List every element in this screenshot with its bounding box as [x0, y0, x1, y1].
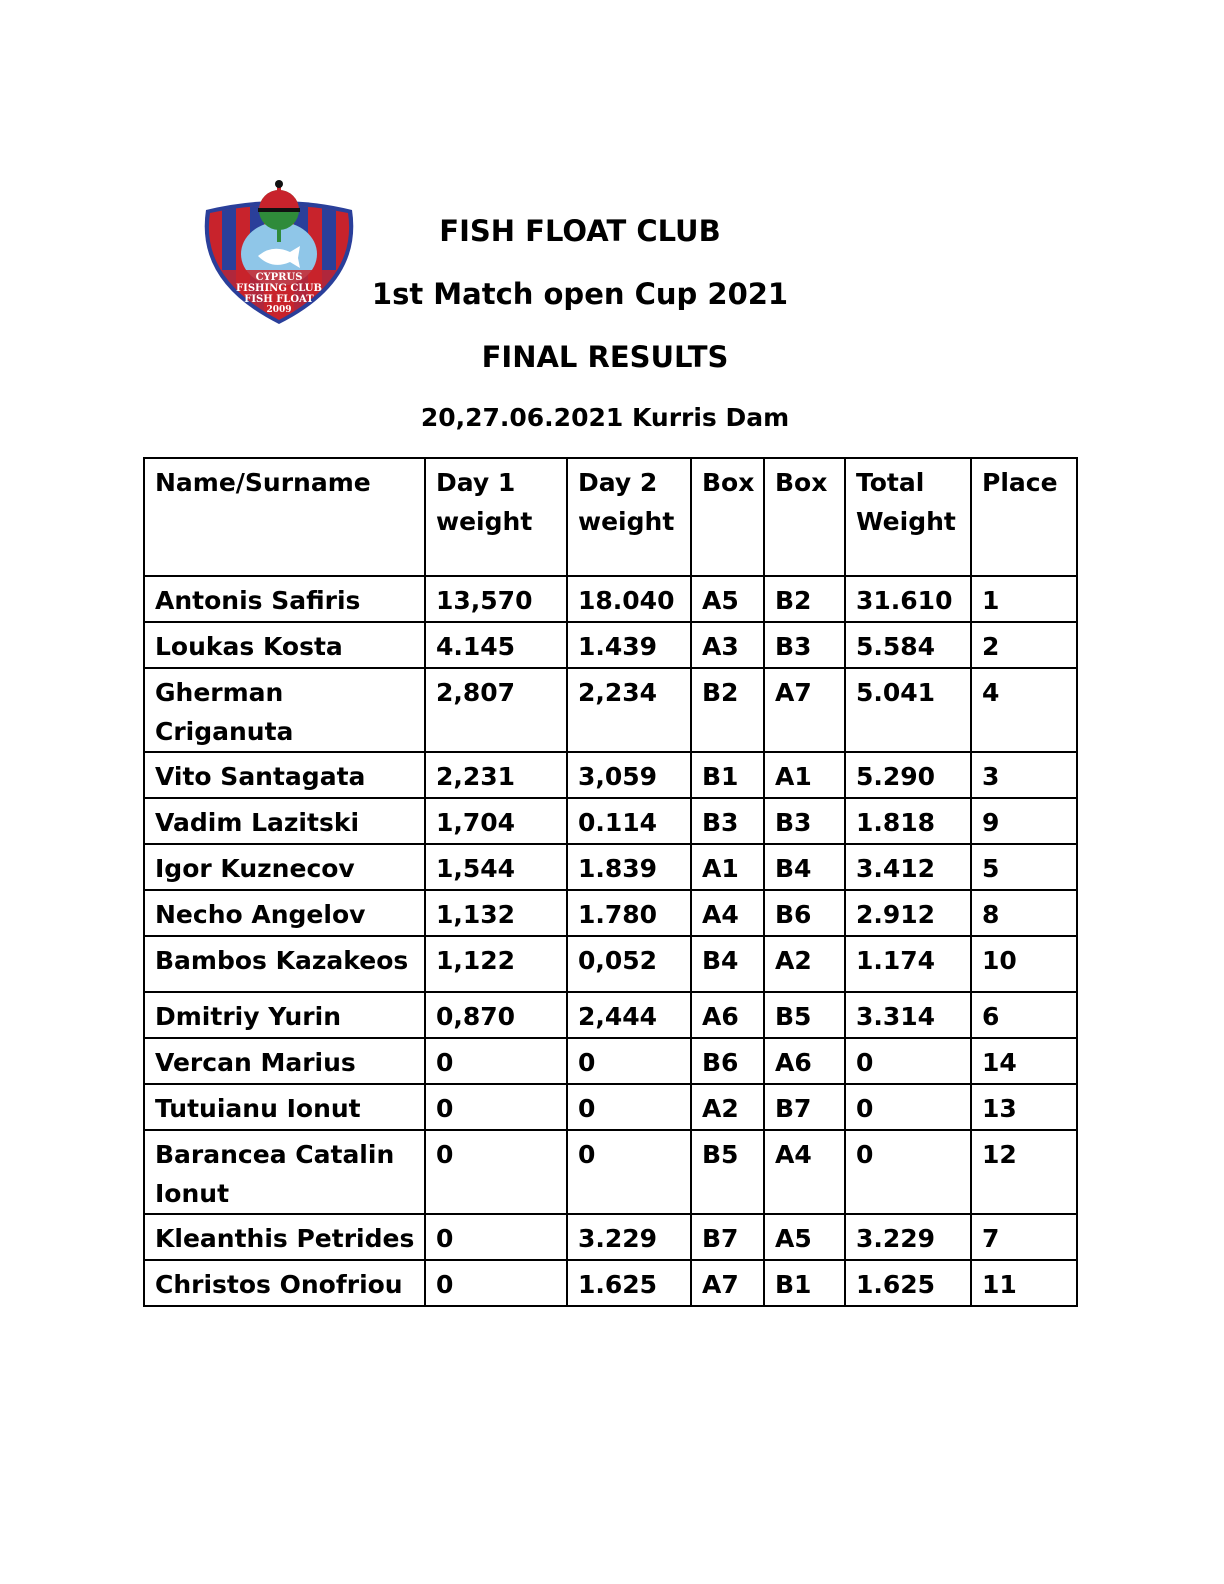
- cell-place: 9: [971, 798, 1077, 844]
- cell-total: 31.610: [845, 576, 971, 622]
- cell-box1: B6: [691, 1038, 764, 1084]
- cell-box1: A3: [691, 622, 764, 668]
- table-row: [144, 752, 1077, 798]
- logo-text-line-1: CYPRUS: [255, 272, 303, 283]
- fish-float-club-logo-icon: [200, 178, 358, 324]
- cell-total: 1.174: [845, 936, 971, 992]
- table-row: [144, 1214, 1077, 1260]
- table-row: [144, 890, 1077, 936]
- cell-total: 0: [845, 1130, 971, 1214]
- cell-day2: 0: [567, 1038, 691, 1084]
- cell-name: Bambos Kazakeos: [144, 936, 425, 992]
- cell-total: 3.412: [845, 844, 971, 890]
- cell-day1: 0: [425, 1214, 567, 1260]
- club-title: FISH FLOAT CLUB: [439, 214, 721, 248]
- cell-name: Vercan Marius: [144, 1038, 425, 1084]
- event-title: 1st Match open Cup 2021: [371, 277, 789, 311]
- table-header-row: [144, 458, 1077, 576]
- cell-box1: B1: [691, 752, 764, 798]
- cell-name: Necho Angelov: [144, 890, 425, 936]
- column-header-day1: Day 1 weight: [425, 458, 567, 576]
- table-row: [144, 1084, 1077, 1130]
- cell-box1: A5: [691, 576, 764, 622]
- cell-box2: A1: [764, 752, 845, 798]
- cell-box1: A1: [691, 844, 764, 890]
- column-header-name: Name/Surname: [144, 458, 425, 576]
- logo-text-line-3: FISH FLOAT: [244, 294, 314, 305]
- cell-place: 14: [971, 1038, 1077, 1084]
- cell-name: Vadim Lazitski: [144, 798, 425, 844]
- cell-day2: 2,234: [567, 668, 691, 752]
- cell-total: 2.912: [845, 890, 971, 936]
- cell-name: Christos Onofriou: [144, 1260, 425, 1306]
- cell-box2: B7: [764, 1084, 845, 1130]
- table-row: [144, 668, 1077, 752]
- cell-box2: B2: [764, 576, 845, 622]
- cell-day2: 3,059: [567, 752, 691, 798]
- cell-name: Dmitriy Yurin: [144, 992, 425, 1038]
- cell-place: 7: [971, 1214, 1077, 1260]
- cell-day1: 1,122: [425, 936, 567, 992]
- cell-box2: A5: [764, 1214, 845, 1260]
- cell-name: Kleanthis Petrides: [144, 1214, 425, 1260]
- cell-day2: 3.229: [567, 1214, 691, 1260]
- table-row: [144, 576, 1077, 622]
- cell-total: 1.625: [845, 1260, 971, 1306]
- cell-day2: 1.439: [567, 622, 691, 668]
- cell-box2: B3: [764, 622, 845, 668]
- cell-day2: 2,444: [567, 992, 691, 1038]
- table-row: [144, 1038, 1077, 1084]
- cell-box1: A4: [691, 890, 764, 936]
- cell-place: 4: [971, 668, 1077, 752]
- cell-box2: A6: [764, 1038, 845, 1084]
- cell-box1: A2: [691, 1084, 764, 1130]
- cell-day2: 0.114: [567, 798, 691, 844]
- cell-day1: 0: [425, 1038, 567, 1084]
- cell-name: Igor Kuznecov: [144, 844, 425, 890]
- cell-day2: 0: [567, 1084, 691, 1130]
- logo-text-line-4: 2009: [266, 305, 292, 315]
- cell-box1: B3: [691, 798, 764, 844]
- cell-day1: 2,807: [425, 668, 567, 752]
- cell-day2: 18.040: [567, 576, 691, 622]
- cell-place: 12: [971, 1130, 1077, 1214]
- cell-name: Gherman Criganuta: [144, 668, 425, 752]
- cell-box2: B6: [764, 890, 845, 936]
- cell-day2: 1.780: [567, 890, 691, 936]
- results-title: FINAL RESULTS: [481, 340, 729, 374]
- column-header-total: Total Weight: [845, 458, 971, 576]
- table-row: [144, 798, 1077, 844]
- cell-day2: 0: [567, 1130, 691, 1214]
- cell-total: 5.584: [845, 622, 971, 668]
- cell-box1: B4: [691, 936, 764, 992]
- cell-day2: 0,052: [567, 936, 691, 992]
- table-row: [144, 622, 1077, 668]
- cell-total: 1.818: [845, 798, 971, 844]
- cell-place: 3: [971, 752, 1077, 798]
- cell-total: 5.290: [845, 752, 971, 798]
- cell-box1: A7: [691, 1260, 764, 1306]
- cell-place: 1: [971, 576, 1077, 622]
- cell-place: 11: [971, 1260, 1077, 1306]
- cell-box2: A7: [764, 668, 845, 752]
- cell-name: Barancea Catalin Ionut: [144, 1130, 425, 1214]
- cell-box1: B2: [691, 668, 764, 752]
- table-row: [144, 1130, 1077, 1214]
- cell-total: 3.229: [845, 1214, 971, 1260]
- cell-place: 5: [971, 844, 1077, 890]
- cell-day1: 0: [425, 1260, 567, 1306]
- cell-box2: B4: [764, 844, 845, 890]
- cell-box1: B7: [691, 1214, 764, 1260]
- cell-day1: 0: [425, 1130, 567, 1214]
- cell-total: 5.041: [845, 668, 971, 752]
- cell-place: 13: [971, 1084, 1077, 1130]
- cell-total: 0: [845, 1084, 971, 1130]
- cell-day2: 1.839: [567, 844, 691, 890]
- cell-name: Loukas Kosta: [144, 622, 425, 668]
- cell-place: 10: [971, 936, 1077, 992]
- club-logo: [200, 178, 358, 324]
- cell-name: Vito Santagata: [144, 752, 425, 798]
- cell-day1: 0: [425, 1084, 567, 1130]
- table-row: [144, 1260, 1077, 1306]
- cell-name: Tutuianu Ionut: [144, 1084, 425, 1130]
- cell-day1: 0,870: [425, 992, 567, 1038]
- cell-box2: B3: [764, 798, 845, 844]
- column-header-day2: Day 2 weight: [567, 458, 691, 576]
- cell-place: 8: [971, 890, 1077, 936]
- column-header-place: Place: [971, 458, 1077, 576]
- cell-total: 0: [845, 1038, 971, 1084]
- cell-box1: B5: [691, 1130, 764, 1214]
- cell-box1: A6: [691, 992, 764, 1038]
- cell-box2: A4: [764, 1130, 845, 1214]
- cell-day1: 1,544: [425, 844, 567, 890]
- table-row: [144, 936, 1077, 992]
- cell-place: 2: [971, 622, 1077, 668]
- cell-day1: 1,704: [425, 798, 567, 844]
- logo-text-line-2: FISHING CLUB: [236, 283, 322, 294]
- column-header-box2: Box: [764, 458, 845, 576]
- column-header-box1: Box: [691, 458, 764, 576]
- cell-box2: A2: [764, 936, 845, 992]
- cell-name: Antonis Safiris: [144, 576, 425, 622]
- cell-place: 6: [971, 992, 1077, 1038]
- cell-day1: 1,132: [425, 890, 567, 936]
- table-row: [144, 844, 1077, 890]
- cell-day1: 13,570: [425, 576, 567, 622]
- cell-box2: B1: [764, 1260, 845, 1306]
- table-row: [144, 992, 1077, 1038]
- cell-box2: B5: [764, 992, 845, 1038]
- cell-day1: 4.145: [425, 622, 567, 668]
- date-location: 20,27.06.2021 Kurris Dam: [420, 403, 790, 432]
- cell-day1: 2,231: [425, 752, 567, 798]
- cell-total: 3.314: [845, 992, 971, 1038]
- cell-day2: 1.625: [567, 1260, 691, 1306]
- results-table: [143, 457, 1078, 1307]
